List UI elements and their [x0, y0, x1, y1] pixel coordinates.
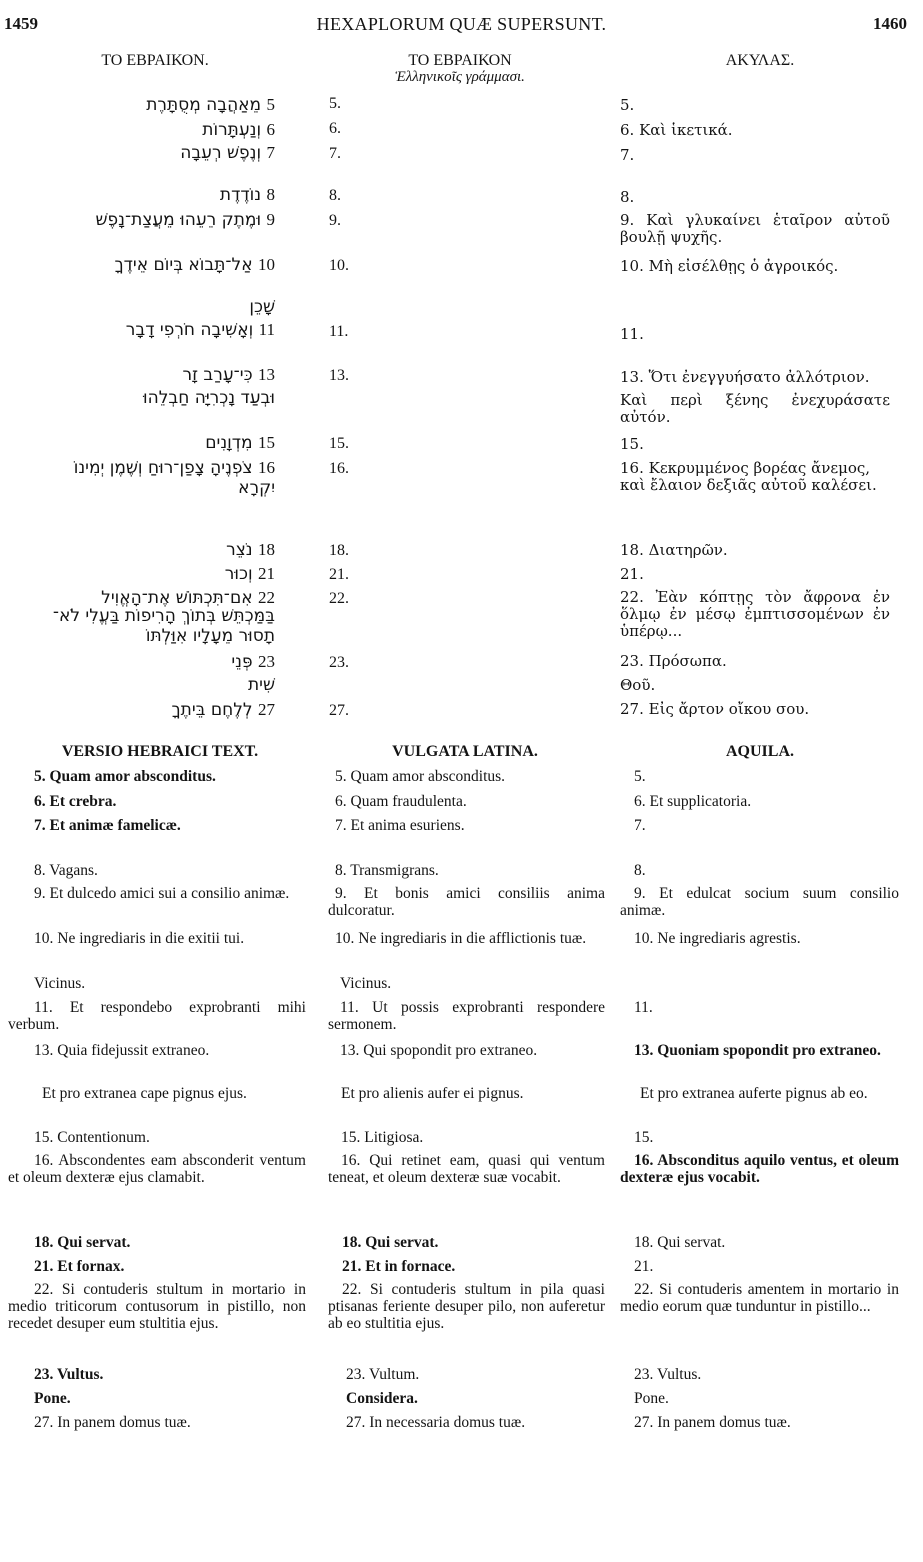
- versio-verse: Vicinus.: [34, 975, 86, 992]
- translit-verse: 21.: [329, 566, 349, 583]
- heading-versio: VERSIO HEBRAICI TEXT.: [61, 743, 259, 760]
- versio-verse: 15. Contentionum.: [34, 1129, 150, 1146]
- versio-verse: Et pro extranea cape pignus ejus.: [42, 1085, 247, 1102]
- vulgata-verse: 27. In necessaria domus tuæ.: [346, 1414, 526, 1431]
- versio-verse: 16. Abscondentes eam absconderit ventum et oleum dexteræ ejus clamabit.: [8, 1152, 306, 1186]
- hebrew-line: 6 וְנַעְתָּרוֹת: [202, 120, 275, 140]
- hebrew-line: 13 כִּי־עָרַב זָר: [182, 365, 275, 385]
- hebrew-line: שָׁכֵן: [249, 297, 275, 317]
- hebrew-line: שִׁית: [247, 675, 275, 695]
- translit-verse: 8.: [329, 187, 341, 204]
- versio-verse: 7. Et animæ famelicæ.: [34, 817, 181, 834]
- aquila-latin-verse: 23. Vultus.: [634, 1366, 702, 1383]
- aquila-latin-verse: 5.: [634, 768, 646, 785]
- aquila-latin-verse: 22. Si contuderis amentem in mortario in medio eorum quæ tunduntur in pistillo...: [620, 1281, 899, 1315]
- hebrew-line: 7 וְנֶפֶשׁ רְעֵבָה: [180, 143, 275, 163]
- aquila-greek-verse: 11.: [620, 325, 644, 343]
- versio-verse: 22. Si contuderis stultum in mortario in medio triticorum contusorum in pistillo, non recedet desuper eum stultitia ejus.: [8, 1281, 306, 1332]
- translit-verse: 6.: [329, 120, 341, 137]
- hebrew-line: 5 מֵאַהֲבָה מְסֻתָּרֶת: [146, 95, 275, 115]
- hebrew-line: בַּמַּכְתֵּשׁ בְּתוֹךְ הָרִיפוֹת בַּעֱלִי לֹא־: [52, 606, 275, 626]
- aquila-latin-verse: 6. Et supplicatoria.: [634, 793, 752, 810]
- vulgata-verse: 10. Ne ingrediaris in die afflictionis tuæ.: [335, 930, 587, 947]
- versio-verse: 8. Vagans.: [34, 862, 98, 879]
- hebrew-line: וּבְעַד נָכְרִיָּה חַבְלֵהוּ: [143, 388, 275, 408]
- aquila-greek-verse: 21.: [620, 565, 644, 583]
- aquila-greek-verse: 6. Καὶ ἱκετικά.: [620, 121, 733, 139]
- aquila-latin-verse: 27. In panem domus tuæ.: [634, 1414, 791, 1431]
- vulgata-verse: 7. Et anima esuriens.: [335, 817, 465, 834]
- vulgata-verse: 11. Ut possis exprobranti respondere sermonem.: [328, 999, 605, 1033]
- aquila-latin-verse: Et pro extranea auferte pignus ab eo.: [640, 1085, 868, 1102]
- versio-verse: Pone.: [34, 1390, 71, 1407]
- versio-verse: 27. In panem domus tuæ.: [34, 1414, 191, 1431]
- page-number-right: 1460: [873, 14, 907, 33]
- vulgata-verse: 9. Et bonis amici consiliis anima dulcoratur.: [328, 885, 605, 919]
- aquila-latin-verse: Pone.: [634, 1390, 669, 1407]
- aquila-greek-verse: 23. Πρόσωπα.: [620, 652, 727, 670]
- translit-verse: 5.: [329, 95, 341, 112]
- hebrew-line: 11 וְאָשִׁיבָה חֹרְפִי דָבָר: [125, 320, 275, 340]
- aquila-greek-verse: 9. Καὶ γλυκαίνει ἑταῖρον αὐτοῦ βουλῇ ψυχῆς.: [620, 211, 890, 246]
- versio-verse: 13. Quia fidejussit extraneo.: [34, 1042, 210, 1059]
- versio-verse: 9. Et dulcedo amici sui a consilio animæ.: [34, 885, 290, 902]
- aquila-latin-verse: 21.: [634, 1258, 654, 1275]
- aquila-greek-verse: 18. Διατηρῶν.: [620, 541, 728, 559]
- versio-verse: 10. Ne ingrediaris in die exitii tui.: [34, 930, 245, 947]
- aquila-greek-verse: 22. Ἐὰν κόπτῃς τὸν ἄφρονα ἐν ὅλμῳ ἐν μέσῳ ἐμπτισσομένων ἐν ὑπέρῳ...: [620, 588, 890, 640]
- hebrew-line: 21 וְכוּר: [224, 564, 275, 584]
- versio-verse: 6. Et crebra.: [34, 793, 117, 810]
- translit-verse: 22.: [329, 590, 349, 607]
- hebrew-line: תָסוּר מֵעָלָיו אִוַּלְתּוֹ: [145, 626, 275, 646]
- aquila-latin-verse: 11.: [634, 999, 653, 1016]
- translit-verse: 16.: [329, 460, 349, 477]
- translit-verse: 18.: [329, 542, 349, 559]
- aquila-latin-verse: 7.: [634, 817, 646, 834]
- hebrew-line: 8 נוֹדֶדֶת: [219, 185, 275, 205]
- hebrew-line: 18 נֹצֵר: [226, 540, 275, 560]
- vulgata-verse: Vicinus.: [340, 975, 392, 992]
- vulgata-verse: 5. Quam amor absconditus.: [335, 768, 506, 785]
- hebrew-line: 15 מִדְוָנִים: [205, 433, 275, 453]
- vulgata-verse: 22. Si contuderis stultum in pila quasi ptisanas feriente desuper pilo, non auferetur ab eo stultitia ejus.: [328, 1281, 605, 1332]
- vulgata-verse: 8. Transmigrans.: [335, 862, 439, 879]
- running-title: HEXAPLORUM QUÆ SUPERSUNT.: [316, 14, 607, 34]
- aquila-greek-verse: Καὶ περὶ ξένης ἐνεχυράσατε αὐτόν.: [620, 391, 890, 426]
- vulgata-verse: 23. Vultum.: [346, 1366, 420, 1383]
- page-number-left: 1459: [4, 14, 38, 33]
- vulgata-verse: 21. Et in fornace.: [342, 1258, 456, 1275]
- hebrew-line: 9 וּמֶתֶק רֵעֵהוּ מֵעֲצַת־נָפֶשׁ: [95, 210, 275, 230]
- hebrew-line: 10 אַל־תָּבוֹא בְּיוֹם אֵידֶךָ: [114, 255, 275, 275]
- hebrew-line: יִקְרָא: [238, 478, 275, 498]
- translit-verse: 9.: [329, 212, 341, 229]
- vulgata-verse: 15. Litigiosa.: [341, 1129, 424, 1146]
- heading-hebrew: ΤΟ ΕΒΡΑΙΚΟΝ.: [101, 52, 209, 69]
- translit-verse: 13.: [329, 367, 349, 384]
- translit-verse: 11.: [329, 323, 349, 340]
- translit-verse: 23.: [329, 654, 349, 671]
- aquila-greek-verse: 16. Κεκρυμμένος βορέας ἄνεμος, καὶ ἔλαιον δεξιᾶς αὐτοῦ καλέσει.: [620, 459, 877, 494]
- aquila-latin-verse: 13. Quoniam spopondit pro extraneo.: [634, 1042, 881, 1059]
- versio-verse: 18. Qui servat.: [34, 1234, 131, 1251]
- vulgata-verse: 16. Qui retinet eam, quasi qui ventum teneat, et oleum dexteræ suæ vocabit.: [328, 1152, 605, 1186]
- aquila-greek-verse: 15.: [620, 435, 644, 453]
- aquila-latin-verse: 18. Qui servat.: [634, 1234, 726, 1251]
- versio-verse: 21. Et fornax.: [34, 1258, 125, 1275]
- vulgata-verse: 6. Quam fraudulenta.: [335, 793, 467, 810]
- heading-transliteration-title: ΤΟ ΕΒΡΑΙΚΟΝ: [408, 52, 512, 69]
- aquila-latin-verse: 10. Ne ingrediaris agrestis.: [634, 930, 801, 947]
- aquila-greek-verse: 7.: [620, 146, 635, 164]
- versio-verse: 11. Et respondebo exprobranti mihi verbum.: [8, 999, 306, 1033]
- heading-aquila-latin: AQUILA.: [725, 743, 794, 760]
- hebrew-line: 22 אִם־תִּכְתּוֹשׁ אֶת־הָאֱוִיל: [101, 588, 275, 608]
- aquila-greek-verse: 27. Εἰς ἄρτον οἴκου σου.: [620, 700, 810, 718]
- vulgata-verse: 18. Qui servat.: [342, 1234, 439, 1251]
- aquila-greek-verse: 5.: [620, 96, 635, 114]
- vulgata-verse: Et pro alienis aufer ei pignus.: [341, 1085, 524, 1102]
- aquila-latin-verse: 9. Et edulcat socium suum consilio animæ.: [620, 885, 899, 919]
- hebrew-line: 27 לְלֶחֶם בֵּיתֶךָ: [171, 700, 275, 720]
- aquila-greek-verse: 8.: [620, 188, 635, 206]
- heading-aquila-greek: ΑΚΥΛΑΣ.: [725, 52, 795, 69]
- heading-transliteration-sub: Ἑλληνικοῖς γράμμασι.: [395, 69, 525, 85]
- translit-verse: 27.: [329, 702, 349, 719]
- aquila-latin-verse: 16. Absconditus aquilo ventus, et oleum dexteræ ejus vocabit.: [620, 1152, 899, 1186]
- versio-verse: 5. Quam amor absconditus.: [34, 768, 216, 785]
- hebrew-line: 23 פְּנֵי: [231, 652, 275, 672]
- hebrew-line: 16 צֹפְנֶיהָ צָפַן־רוּחַ וְשֶׁמֶן יְמִינוֹ: [73, 458, 275, 478]
- translit-verse: 15.: [329, 435, 349, 452]
- heading-transliteration: [330, 52, 590, 86]
- vulgata-verse: 13. Qui spopondit pro extraneo.: [340, 1042, 538, 1059]
- translit-verse: 10.: [329, 257, 349, 274]
- aquila-latin-verse: 15.: [634, 1129, 654, 1146]
- vulgata-verse: Considera.: [346, 1390, 418, 1407]
- aquila-greek-verse: Θοῦ.: [620, 676, 656, 694]
- versio-verse: 23. Vultus.: [34, 1366, 104, 1383]
- aquila-greek-verse: 10. Μὴ εἰσέλθῃς ὁ ἀγροικός.: [620, 257, 839, 275]
- aquila-greek-verse: 13. Ὅτι ἐνεγγυήσατο ἀλλότριον.: [620, 368, 870, 386]
- heading-vulgata: VULGATA LATINA.: [392, 743, 538, 760]
- translit-verse: 7.: [329, 145, 341, 162]
- aquila-latin-verse: 8.: [634, 862, 646, 879]
